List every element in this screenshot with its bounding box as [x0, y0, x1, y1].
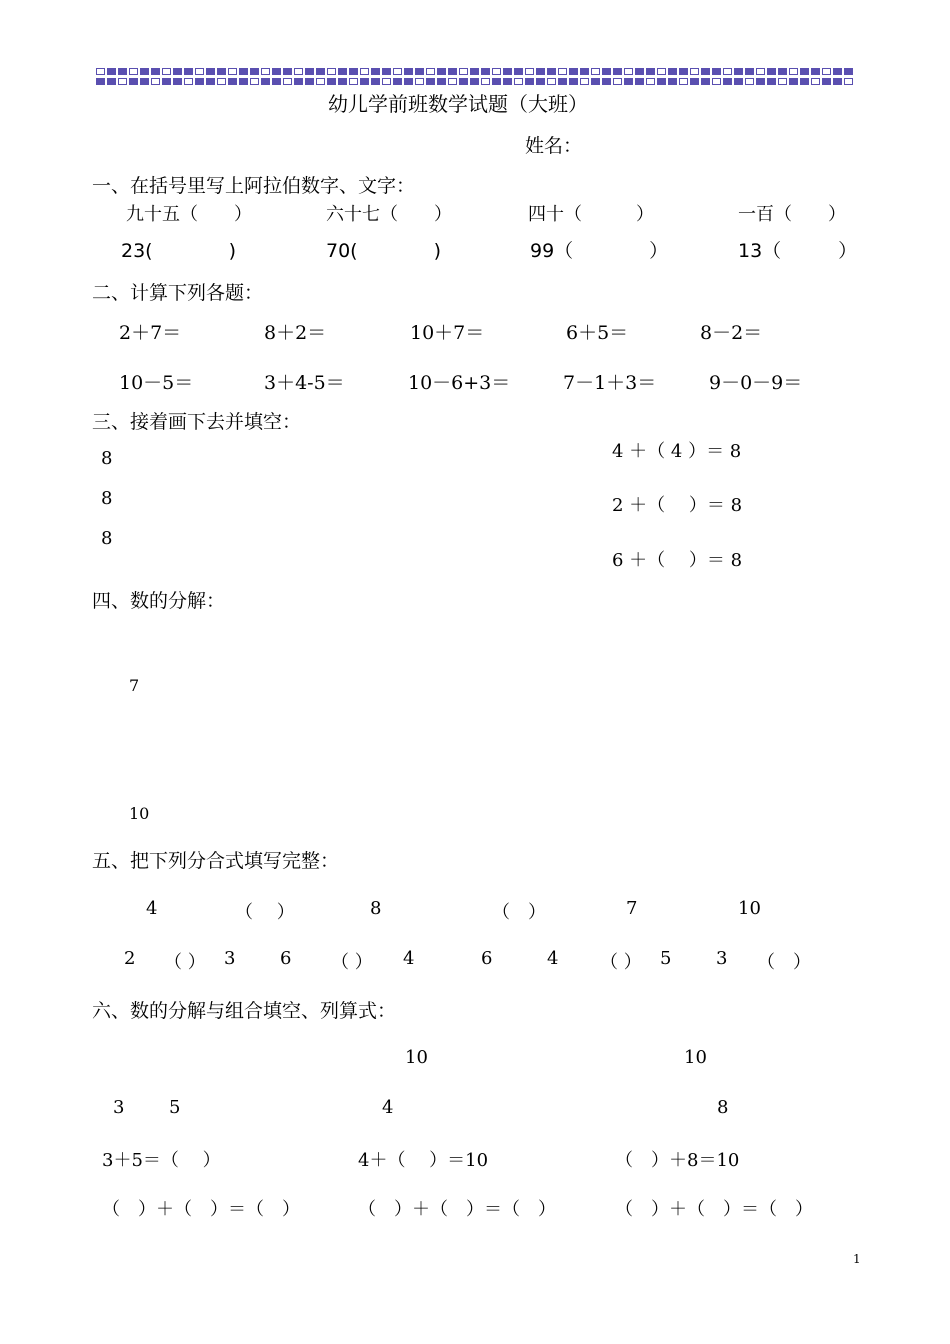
border-tile	[657, 68, 666, 75]
border-tile	[371, 68, 380, 75]
border-tile	[294, 68, 303, 75]
s6-total: 10	[684, 1047, 707, 1068]
border-tile	[613, 68, 622, 75]
border-tile	[327, 68, 336, 75]
border-tile	[437, 78, 446, 85]
page-number: 1	[853, 1252, 861, 1266]
border-tile	[690, 78, 699, 85]
s2-equation: 8－2＝	[700, 322, 763, 344]
s5-bottom: （ ）	[164, 952, 206, 973]
border-tile	[558, 78, 567, 85]
s3-number: 8	[101, 528, 113, 549]
s2-equation: 2＋7＝	[119, 322, 182, 344]
section-3-heading: 三、接着画下去并填空：	[92, 411, 302, 433]
s6-part: 3	[113, 1097, 125, 1118]
border-tile	[767, 78, 776, 85]
border-tile	[811, 68, 820, 75]
s3-number: 8	[101, 448, 113, 469]
border-tile	[712, 78, 721, 85]
s5-bottom: （ ）	[600, 952, 642, 973]
border-tile	[602, 78, 611, 85]
border-tile	[118, 78, 127, 85]
border-tile	[107, 68, 116, 75]
s6-equation: 4＋（ ）＝10	[358, 1150, 489, 1171]
border-tile	[195, 68, 204, 75]
border-tile	[536, 68, 545, 75]
s2-equation: 7－1＋3＝	[563, 372, 657, 394]
s6-part: 5	[169, 1097, 181, 1118]
s1-item: 99（ ）	[530, 240, 669, 262]
border-tile	[712, 68, 721, 75]
border-tile	[668, 68, 677, 75]
border-tile	[393, 78, 402, 85]
s3-equation: 4 ＋（ 4 ）＝ 8	[612, 441, 742, 462]
border-tile	[206, 78, 215, 85]
border-tile	[701, 78, 710, 85]
border-tile	[481, 68, 490, 75]
border-tile	[492, 78, 501, 85]
border-tile	[723, 68, 732, 75]
s5-bottom: 2	[124, 948, 136, 969]
border-tile	[228, 78, 237, 85]
border-tile	[833, 78, 842, 85]
s1-item: 13（ ）	[738, 240, 858, 262]
border-tile	[162, 68, 171, 75]
s1-item: 23( )	[121, 240, 237, 262]
border-tile	[349, 68, 358, 75]
border-tile	[415, 78, 424, 85]
border-tile	[833, 68, 842, 75]
s6-blank-equation: （ ）＋（ ）＝（ ）	[615, 1199, 813, 1220]
border-tile	[459, 68, 468, 75]
border-tile	[96, 78, 105, 85]
border-tile	[811, 78, 820, 85]
border-tile	[470, 68, 479, 75]
border-tile	[492, 68, 501, 75]
border-tile	[239, 68, 248, 75]
s5-top: （ ）	[492, 902, 546, 923]
border-tile	[382, 68, 391, 75]
border-tile	[591, 68, 600, 75]
border-tile	[228, 68, 237, 75]
s2-equation: 9－0－9＝	[709, 372, 803, 394]
border-tile	[162, 78, 171, 85]
border-tile	[393, 68, 402, 75]
border-tile	[668, 78, 677, 85]
s5-top: 4	[146, 898, 158, 919]
border-tile	[140, 78, 149, 85]
border-tile	[723, 78, 732, 85]
border-tile	[580, 78, 589, 85]
border-tile	[569, 78, 578, 85]
border-tile	[305, 78, 314, 85]
border-tile	[360, 78, 369, 85]
s2-equation: 8＋2＝	[264, 322, 327, 344]
border-tile	[129, 78, 138, 85]
border-tile	[734, 78, 743, 85]
border-tile	[283, 78, 292, 85]
s2-equation: 10－5＝	[119, 372, 194, 394]
border-tile	[525, 68, 534, 75]
border-tile	[173, 78, 182, 85]
border-tile	[470, 78, 479, 85]
border-tile	[437, 68, 446, 75]
border-tile	[679, 68, 688, 75]
border-tile	[503, 68, 512, 75]
border-tile	[569, 68, 578, 75]
border-tile	[580, 68, 589, 75]
s5-top: 10	[738, 898, 761, 919]
border-tile	[822, 68, 831, 75]
border-tile	[800, 78, 809, 85]
border-tile	[778, 68, 787, 75]
border-tile	[591, 78, 600, 85]
section-2-heading: 二、计算下列各题：	[92, 282, 264, 304]
border-tile	[767, 68, 776, 75]
border-tile	[261, 78, 270, 85]
border-tile	[129, 68, 138, 75]
border-tile	[151, 68, 160, 75]
border-tile	[624, 68, 633, 75]
border-tile	[481, 78, 490, 85]
border-tile	[536, 78, 545, 85]
s2-equation: 6＋5＝	[566, 322, 629, 344]
border-tile	[173, 68, 182, 75]
s5-bottom: 6	[280, 948, 292, 969]
s5-bottom: （ ）	[757, 952, 811, 973]
border-tile	[184, 68, 193, 75]
border-tile	[844, 78, 853, 85]
s2-equation: 10＋7＝	[410, 322, 485, 344]
border-tile	[217, 68, 226, 75]
border-tile	[514, 78, 523, 85]
border-tile	[206, 68, 215, 75]
border-tile	[250, 78, 259, 85]
section-6-heading: 六、数的分解与组合填空、列算式：	[92, 1000, 397, 1022]
border-tile	[635, 78, 644, 85]
border-tile	[294, 78, 303, 85]
s5-bottom: 3	[716, 948, 728, 969]
s6-part: 4	[382, 1097, 394, 1118]
border-tile	[261, 68, 270, 75]
s1-item: 一百（ ）	[738, 204, 846, 225]
s6-total: 10	[405, 1047, 428, 1068]
page-title: 幼儿学前班数学试题（大班）	[328, 92, 588, 116]
s4-number: 7	[129, 676, 140, 695]
s1-item: 四十（ ）	[528, 204, 654, 225]
border-tile	[745, 78, 754, 85]
border-tile	[239, 78, 248, 85]
border-tile	[140, 68, 149, 75]
border-tile	[217, 78, 226, 85]
border-tile	[448, 78, 457, 85]
border-tile	[745, 68, 754, 75]
border-tile	[316, 78, 325, 85]
border-tile	[778, 78, 787, 85]
border-tile	[316, 68, 325, 75]
border-tile	[558, 68, 567, 75]
s6-equation: 3＋5＝（ ）	[102, 1150, 221, 1171]
border-tile	[360, 68, 369, 75]
border-tile	[118, 68, 127, 75]
s3-equation: 6 ＋（ ）＝ 8	[612, 550, 743, 571]
section-1-heading: 一、在括号里写上阿拉伯数字、文字：	[92, 175, 416, 197]
border-tile	[415, 68, 424, 75]
s6-part: 8	[717, 1097, 729, 1118]
border-tile	[789, 78, 798, 85]
border-tile	[107, 78, 116, 85]
border-tile	[646, 68, 655, 75]
s5-bottom: 3	[224, 948, 236, 969]
s5-bottom: 6	[481, 948, 493, 969]
border-tile	[547, 68, 556, 75]
s5-top: 7	[626, 898, 638, 919]
border-tile	[250, 68, 259, 75]
border-tile	[338, 78, 347, 85]
border-tile	[404, 68, 413, 75]
border-tile	[305, 68, 314, 75]
border-tile	[613, 78, 622, 85]
border-tile	[657, 78, 666, 85]
border-tile	[734, 68, 743, 75]
border-tile	[756, 78, 765, 85]
border-tile	[426, 78, 435, 85]
border-tile	[371, 78, 380, 85]
border-tile	[635, 68, 644, 75]
border-tile	[382, 78, 391, 85]
border-tile	[646, 78, 655, 85]
border-tile	[283, 68, 292, 75]
border-tile	[679, 78, 688, 85]
s3-equation: 2 ＋（ ）＝ 8	[612, 495, 743, 516]
border-tile	[426, 68, 435, 75]
s1-item: 70( )	[326, 240, 442, 262]
border-tile	[272, 68, 281, 75]
border-tile	[151, 78, 160, 85]
border-tile	[184, 78, 193, 85]
s3-number: 8	[101, 488, 113, 509]
s2-equation: 3＋4-5＝	[264, 372, 345, 394]
border-tile	[800, 68, 809, 75]
border-tile	[789, 68, 798, 75]
s5-bottom: 4	[403, 948, 415, 969]
border-tile	[822, 78, 831, 85]
border-tile	[756, 68, 765, 75]
s6-blank-equation: （ ）＋（ ）＝（ ）	[102, 1199, 300, 1220]
border-tile	[448, 68, 457, 75]
border-tile	[701, 68, 710, 75]
border-tile	[327, 78, 336, 85]
border-tile	[338, 68, 347, 75]
s5-top: 8	[370, 898, 382, 919]
border-tile	[195, 78, 204, 85]
border-tile	[525, 78, 534, 85]
border-tile	[514, 68, 523, 75]
border-tile	[690, 68, 699, 75]
s5-bottom: 4	[547, 948, 559, 969]
border-tile	[272, 78, 281, 85]
s6-blank-equation: （ ）＋（ ）＝（ ）	[358, 1199, 556, 1220]
border-tile	[459, 78, 468, 85]
border-tile	[503, 78, 512, 85]
section-4-heading: 四、数的分解：	[92, 590, 226, 612]
s1-item: 六十七（ ）	[326, 204, 452, 225]
s6-equation: （ ）＋8＝10	[615, 1150, 740, 1171]
border-tile	[349, 78, 358, 85]
section-5-heading: 五、把下列分合式填写完整：	[92, 850, 340, 872]
border-tile	[404, 78, 413, 85]
border-tile	[624, 78, 633, 85]
border-tile	[602, 68, 611, 75]
decorative-border	[96, 68, 854, 86]
border-tile	[96, 68, 105, 75]
s5-top: （ ）	[235, 902, 295, 923]
s1-item: 九十五（ ）	[126, 204, 252, 225]
name-label: 姓名：	[525, 135, 583, 157]
s2-equation: 10－6+3＝	[408, 372, 511, 394]
s5-bottom: 5	[660, 948, 672, 969]
s5-bottom: （ ）	[331, 952, 373, 973]
border-tile	[844, 68, 853, 75]
s4-number: 10	[129, 804, 150, 823]
border-tile	[547, 78, 556, 85]
